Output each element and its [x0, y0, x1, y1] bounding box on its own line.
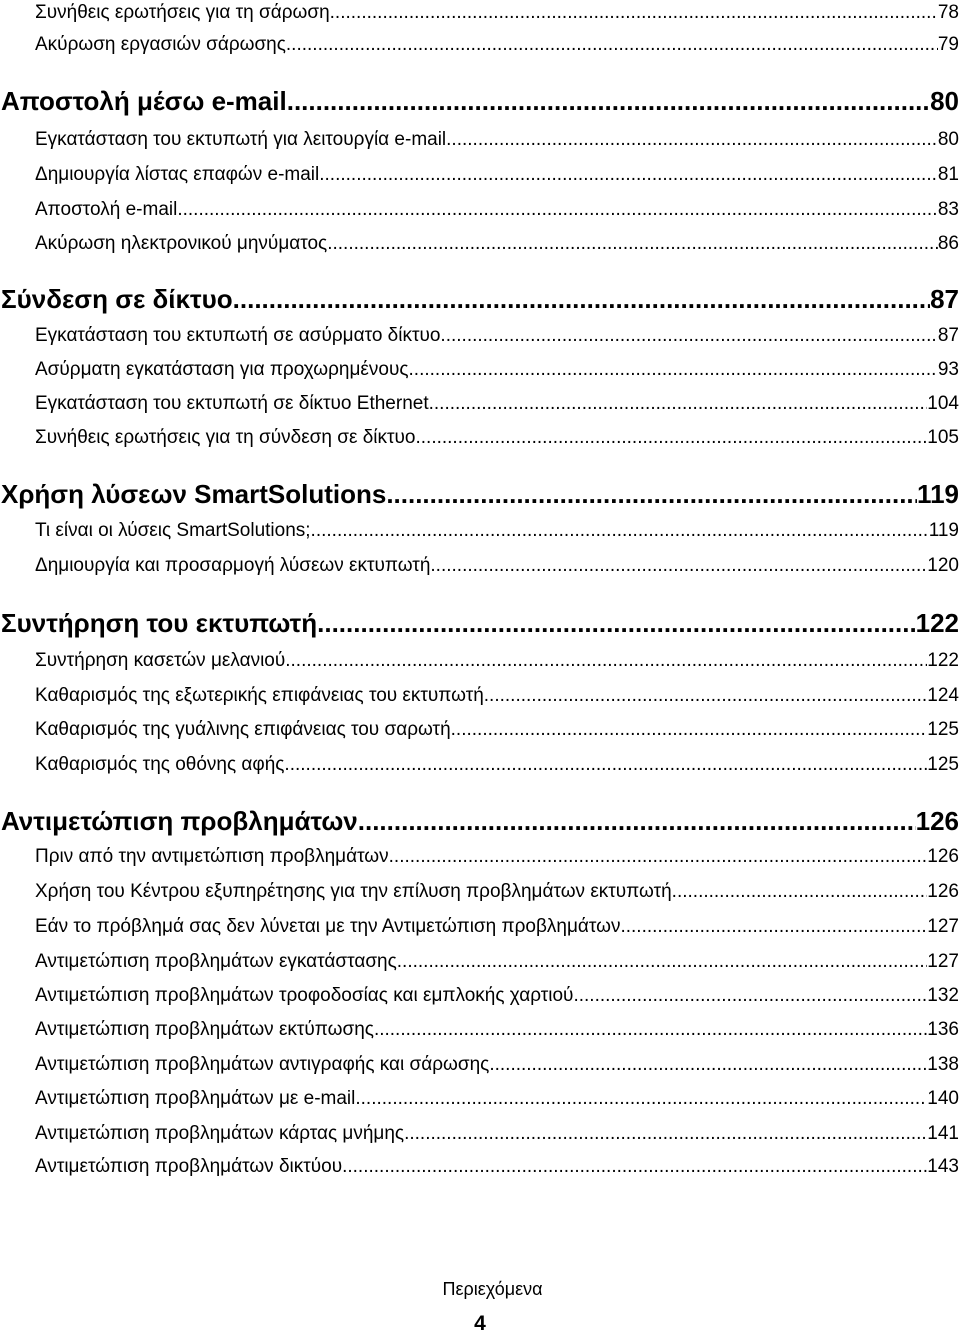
toc-dot-leader [620, 915, 927, 939]
toc-page-number: 126 [915, 806, 959, 836]
toc-dot-leader [484, 684, 928, 708]
toc-page-number: 80 [937, 129, 959, 150]
toc-entry-title: Αντιμετώπιση προβλημάτων εκτύπωσης [35, 1019, 374, 1040]
toc-dot-leader [311, 519, 929, 543]
toc-entry-title: Καθαρισμός της γυάλινης επιφάνειας του σαρωτή [35, 719, 451, 740]
toc-dot-leader [233, 283, 930, 315]
toc-entry-title: Ακύρωση ηλεκτρονικού μηνύματος [35, 233, 328, 254]
toc-entry-title: Εγκατάσταση του εκτυπωτή για λειτουργία e-mail [35, 129, 447, 150]
toc-page-number: 127 [927, 916, 959, 937]
toc-dot-leader [573, 984, 927, 1008]
toc-page-number: 120 [927, 555, 959, 576]
toc-entry-title: Χρήση λύσεων SmartSolutions [1, 479, 387, 509]
toc-entry[interactable] [35, 33, 959, 57]
toc-entry-title: Αντιμετώπιση προβλημάτων τροφοδοσίας και εμπλοκής χαρτιού [35, 985, 574, 1006]
toc-page-number: 127 [927, 951, 959, 972]
toc-entry[interactable] [35, 1155, 959, 1179]
toc-page-number: 81 [937, 164, 959, 185]
toc-dot-leader [327, 232, 938, 256]
toc-dot-leader [177, 198, 938, 222]
toc-page-number: 138 [927, 1054, 959, 1075]
toc-entry-title: Αποστολή e-mail [35, 199, 178, 220]
toc-page-number: 83 [937, 199, 959, 220]
toc-entry[interactable] [35, 1087, 959, 1111]
toc-entry-title: Αντιμετώπιση προβλημάτων κάρτας μνήμης [35, 1123, 405, 1144]
toc-entry[interactable] [35, 554, 959, 578]
toc-entry[interactable] [35, 426, 959, 450]
toc-dot-leader [446, 128, 938, 152]
toc-chapter-entry[interactable] [1, 283, 959, 315]
toc-page-number: 79 [937, 34, 959, 55]
toc-entry[interactable] [35, 984, 959, 1008]
toc-page-number: 140 [927, 1088, 959, 1109]
toc-entry-title: Αποστολή μέσω e-mail [1, 86, 287, 116]
toc-dot-leader [409, 358, 938, 382]
toc-dot-leader [386, 478, 917, 510]
toc-entry-title: Ασύρματη εγκατάσταση για προχωρημένους [35, 359, 409, 380]
toc-dot-leader [397, 950, 928, 974]
toc-dot-leader [342, 1155, 927, 1179]
toc-entry[interactable] [35, 519, 959, 543]
toc-entry-title: Συντήρηση κασετών μελανιού [35, 650, 286, 671]
toc-entry-title: Αντιμετώπιση προβλημάτων [1, 806, 358, 836]
toc-page-number: 93 [937, 359, 959, 380]
toc-entry-title: Καθαρισμός της οθόνης αφής [35, 754, 285, 775]
toc-entry[interactable] [35, 1053, 959, 1077]
footer-section-title: Περιεχόμενα [442, 1279, 543, 1299]
toc-dot-leader [429, 392, 928, 416]
toc-entry-title: Αντιμετώπιση προβλημάτων αντιγραφής και σάρωσης [35, 1054, 490, 1075]
toc-page-number: 105 [927, 427, 959, 448]
toc-dot-leader [358, 805, 916, 837]
toc-page-number: 126 [927, 846, 959, 867]
toc-entry-title: Εγκατάσταση του εκτυπωτή σε δίκτυο Ethernet [35, 393, 429, 414]
toc-entry-title: Αντιμετώπιση προβλημάτων δικτύου [35, 1156, 343, 1177]
toc-page-number: 86 [937, 233, 959, 254]
toc-entry-title: Αντιμετώπιση προβλημάτων εγκατάστασης [35, 951, 397, 972]
toc-entry-title: Αντιμετώπιση προβλημάτων με e-mail [35, 1088, 356, 1109]
toc-entry[interactable] [35, 324, 959, 348]
toc-entry[interactable] [35, 1122, 959, 1146]
toc-dot-leader [415, 426, 927, 450]
toc-dot-leader [317, 607, 915, 639]
toc-page-number: 104 [927, 393, 959, 414]
footer-page-number: 4 [474, 1312, 486, 1335]
toc-chapter-entry[interactable] [1, 607, 959, 639]
toc-entry[interactable] [35, 753, 959, 777]
toc-dot-leader [355, 1087, 927, 1111]
toc-entry[interactable] [35, 1018, 959, 1042]
toc-entry[interactable] [35, 950, 959, 974]
toc-dot-leader [330, 1, 938, 25]
toc-dot-leader [286, 33, 938, 57]
toc-page-number: 143 [927, 1156, 959, 1177]
toc-entry-title: Ακύρωση εργασιών σάρωσης [35, 34, 286, 55]
toc-page-number: 124 [927, 685, 959, 706]
toc-page-number: 125 [927, 719, 959, 740]
toc-entry-title: Συνήθεις ερωτήσεις για τη σάρωση [35, 2, 330, 23]
toc-page-number: 122 [915, 608, 959, 638]
toc-dot-leader [374, 1018, 927, 1042]
toc-entry-title: Καθαρισμός της εξωτερικής επιφάνειας του εκτυπωτή [35, 685, 484, 706]
toc-chapter-entry[interactable] [1, 805, 959, 837]
toc-entry-title: Δημιουργία και προσαρμογή λύσεων εκτυπωτή [35, 555, 431, 576]
toc-page-number: 122 [927, 650, 959, 671]
toc-entry-title: Εάν το πρόβλημά σας δεν λύνεται με την Αντιμετώπιση προβλημάτων [35, 916, 621, 937]
toc-page-number: 78 [937, 2, 959, 23]
toc-entry[interactable] [35, 649, 959, 673]
toc-entry-title: Δημιουργία λίστας επαφών e-mail [35, 164, 320, 185]
toc-dot-leader [489, 1053, 927, 1077]
toc-entry-title: Χρήση του Κέντρου εξυπηρέτησης για την επίλυση προβλημάτων εκτυπωτή [35, 881, 672, 902]
toc-page-number: 132 [927, 985, 959, 1006]
toc-page-number: 80 [930, 86, 959, 116]
toc-entry-title: Τι είναι οι λύσεις SmartSolutions; [35, 520, 311, 541]
toc-page-number: 87 [930, 284, 959, 314]
toc-dot-leader [285, 649, 927, 673]
toc-entry[interactable] [35, 718, 959, 742]
toc-chapter-entry[interactable] [1, 478, 959, 510]
toc-entry[interactable] [35, 845, 959, 869]
toc-page-number: 119 [928, 520, 959, 541]
toc-dot-leader [451, 718, 928, 742]
toc-entry[interactable] [35, 163, 959, 187]
toc-dot-leader [287, 85, 930, 117]
toc-entry[interactable] [35, 128, 959, 152]
toc-page-number: 125 [927, 754, 959, 775]
toc-chapter-entry[interactable] [1, 85, 959, 117]
toc-dot-leader [440, 324, 937, 348]
toc-entry[interactable] [35, 232, 959, 256]
toc-entry-title: Εγκατάσταση του εκτυπωτή σε ασύρματο δίκτυο [35, 325, 441, 346]
toc-entry[interactable] [35, 684, 959, 708]
toc-entry[interactable] [35, 915, 959, 939]
toc-dot-leader [389, 845, 928, 869]
toc-entry[interactable] [35, 198, 959, 222]
toc-page-number: 119 [917, 479, 959, 509]
toc-page-number: 87 [937, 325, 959, 346]
toc-dot-leader [672, 880, 928, 904]
toc-page-number: 141 [927, 1123, 959, 1144]
toc-dot-leader [430, 554, 927, 578]
toc-entry[interactable] [35, 392, 959, 416]
toc-dot-leader [284, 753, 927, 777]
toc-page-number: 136 [927, 1019, 959, 1040]
toc-entry[interactable] [35, 1, 959, 25]
toc-entry-title: Συντήρηση του εκτυπωτή [1, 608, 318, 638]
toc-entry-title: Πριν από την αντιμετώπιση προβλημάτων [35, 846, 389, 867]
toc-dot-leader [319, 163, 938, 187]
toc-entry-title: Σύνδεση σε δίκτυο [1, 284, 233, 314]
toc-entry[interactable] [35, 880, 959, 904]
toc-entry[interactable] [35, 358, 959, 382]
toc-dot-leader [404, 1122, 927, 1146]
toc-page-number: 126 [927, 881, 959, 902]
toc-entry-title: Συνήθεις ερωτήσεις για τη σύνδεση σε δίκτυο [35, 427, 416, 448]
